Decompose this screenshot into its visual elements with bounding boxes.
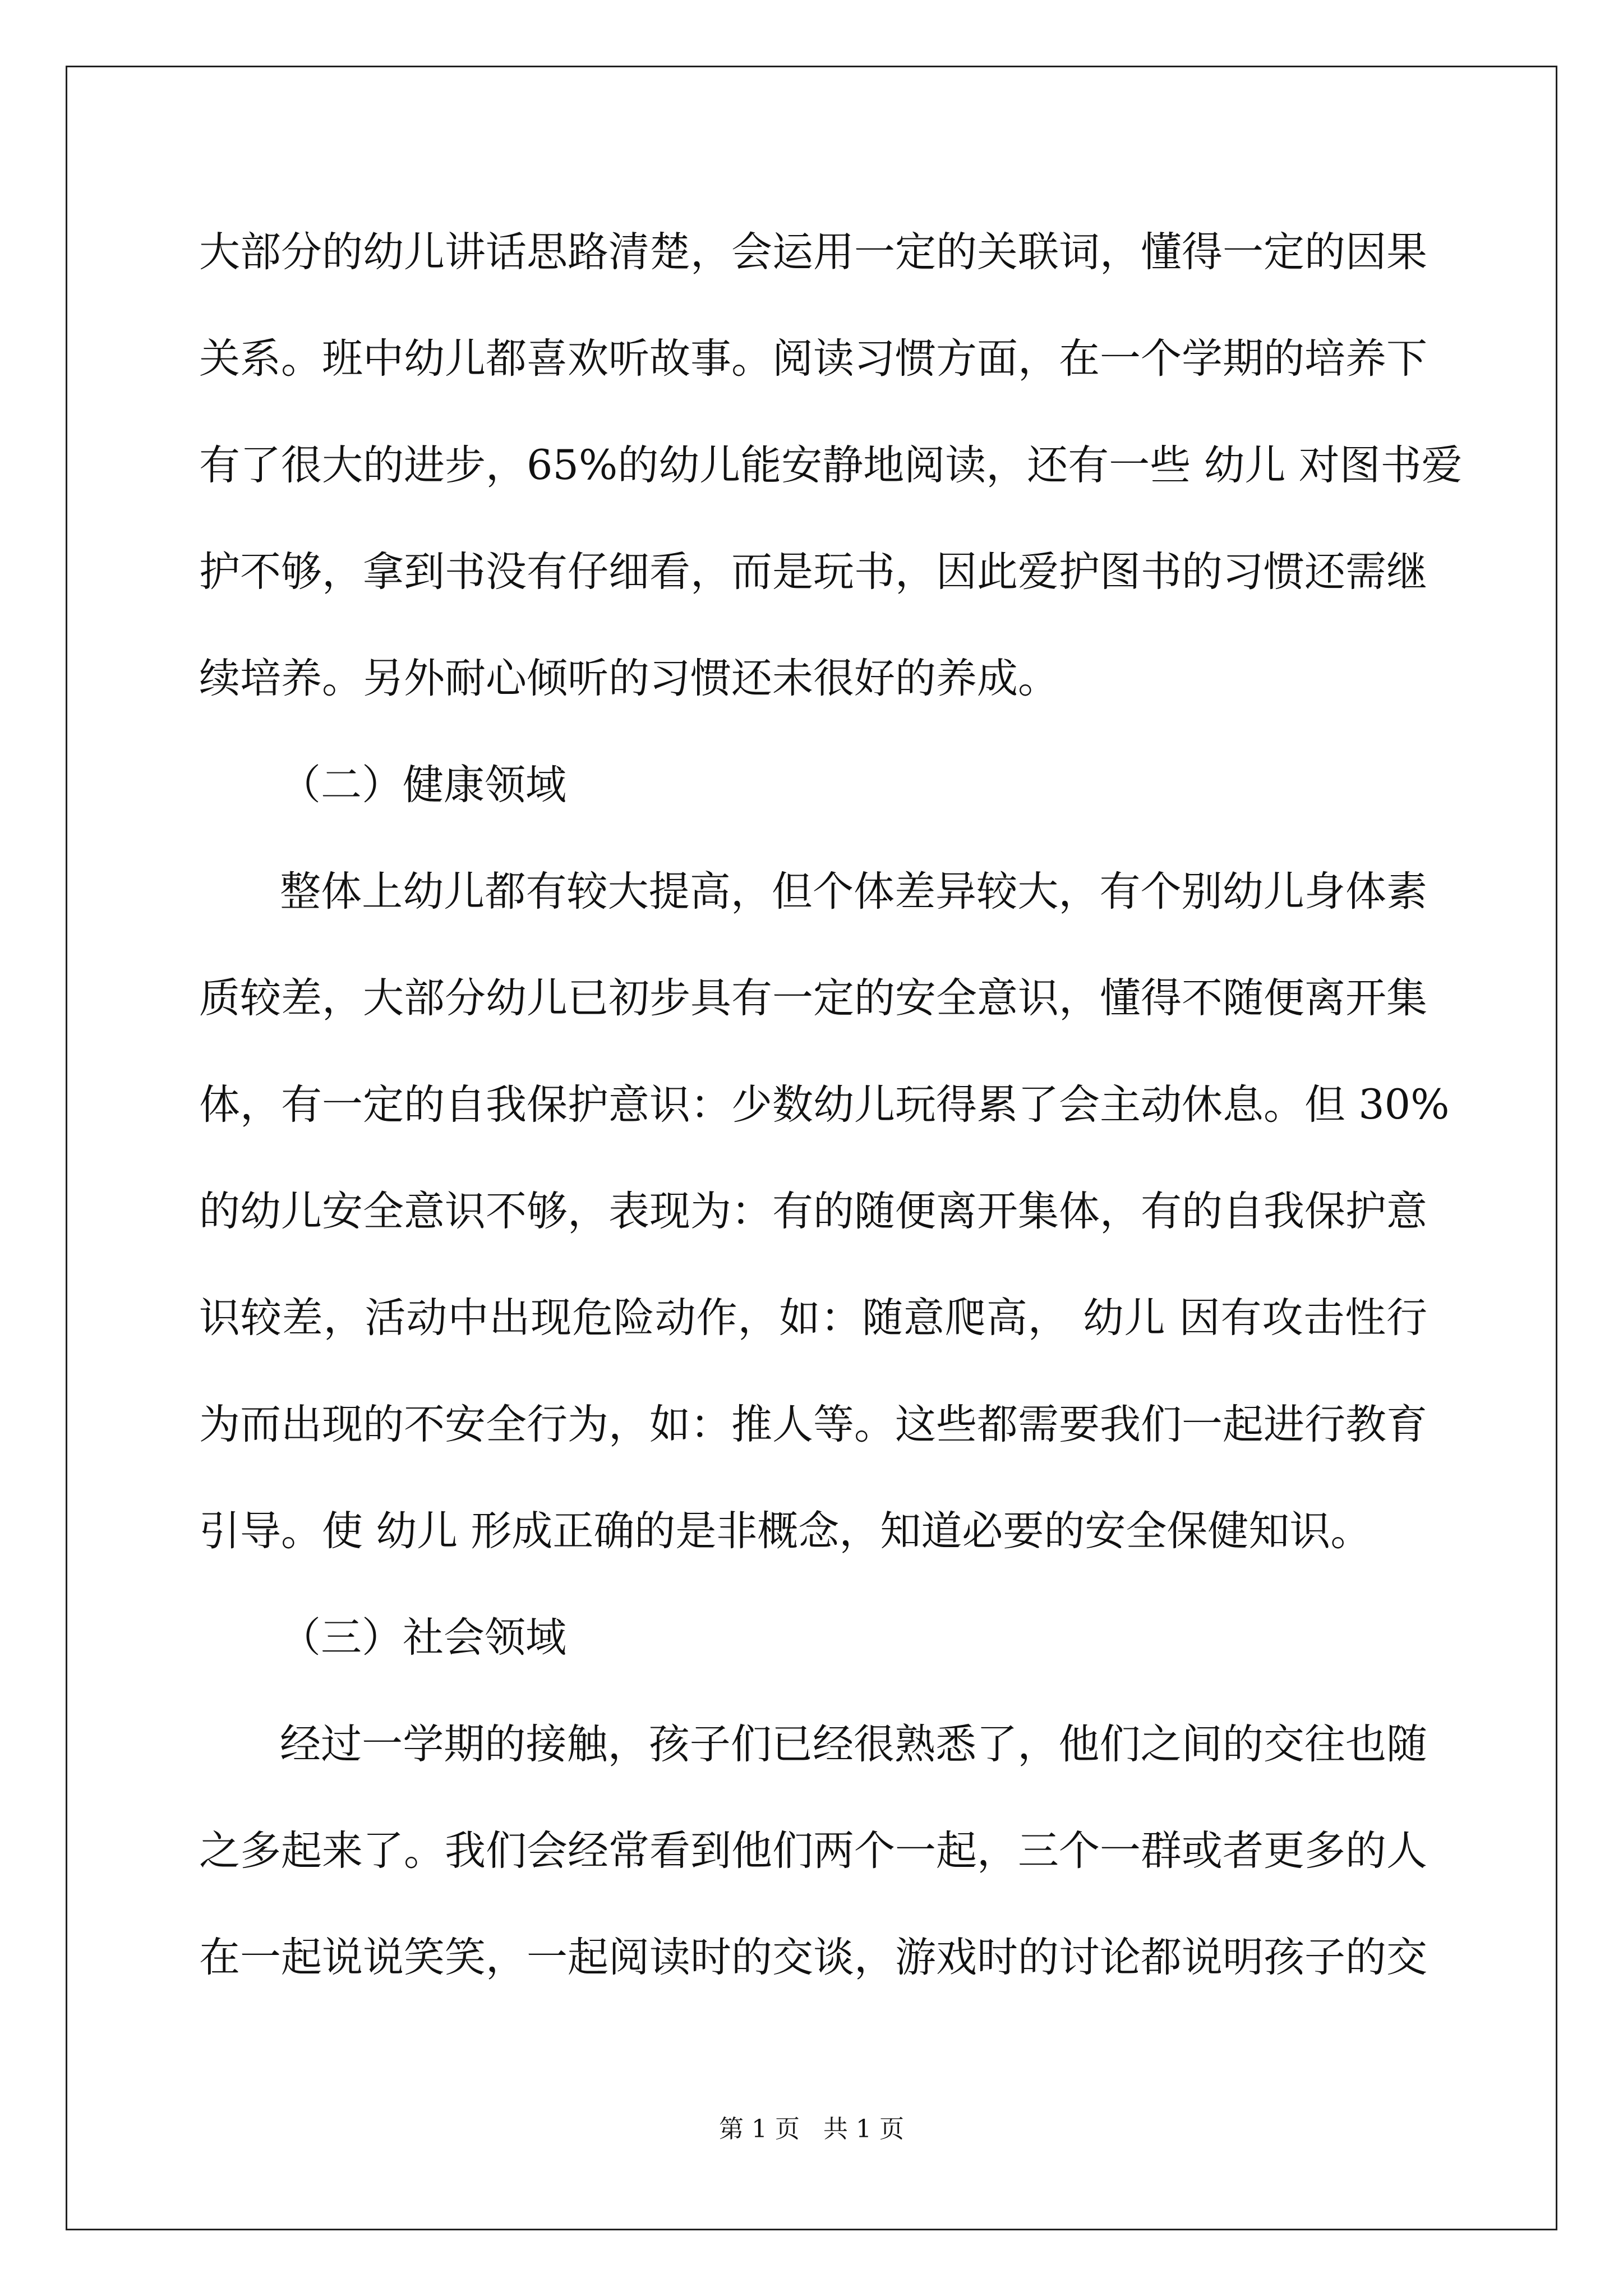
footer-spacer bbox=[800, 2115, 823, 2143]
section-heading-social: （三）社会领域 bbox=[280, 1614, 566, 1662]
section-heading-health: （二）健康领域 bbox=[280, 761, 566, 809]
paragraph-line: 为而出现的不安全行为，如：推人等。这些都需要我们一起进行教育 bbox=[199, 1401, 1427, 1448]
paragraph-line: 之多起来了。我们会经常看到他们两个一起，三个一群或者更多的人 bbox=[199, 1827, 1427, 1875]
paragraph-line: 关系。班中幼儿都喜欢听故事。阅读习惯方面，在一个学期的培养下 bbox=[199, 335, 1427, 383]
page-number: 第 1 页 bbox=[719, 2115, 800, 2143]
paragraph-line: 续培养。另外耐心倾听的习惯还未很好的养成。 bbox=[199, 655, 1059, 702]
paragraph-line: 护不够，拿到书没有仔细看，而是玩书，因此爱护图书的习惯还需继 bbox=[199, 548, 1427, 596]
page-total: 共 1 页 bbox=[823, 2115, 904, 2143]
paragraph-line: 经过一学期的接触，孩子们已经很熟悉了，他们之间的交往也随 bbox=[280, 1720, 1427, 1768]
paragraph-line: 质较差，大部分幼儿已初步具有一定的安全意识，懂得不随便离开集 bbox=[199, 974, 1427, 1022]
paragraph-line: 体，有一定的自我保护意识：少数幼儿玩得累了会主动休息。但 30% bbox=[199, 1081, 1450, 1129]
paragraph-line: 识较差，活动中出现危险动作，如：随意爬高， 幼儿 因有攻击性行 bbox=[199, 1294, 1427, 1342]
paragraph-line: 引导。使 幼儿 形成正确的是非概念，知道必要的安全保健知识。 bbox=[199, 1507, 1372, 1555]
paragraph-line: 大部分的幼儿讲话思路清楚，会运用一定的关联词，懂得一定的因果 bbox=[199, 228, 1427, 276]
paragraph-line: 的幼儿安全意识不够，表现为：有的随便离开集体，有的自我保护意 bbox=[199, 1188, 1427, 1235]
paragraph-line: 在一起说说笑笑，一起阅读时的交谈，游戏时的讨论都说明孩子的交 bbox=[199, 1934, 1427, 1981]
paragraph-line: 有了很大的进步，65%的幼儿能安静地阅读，还有一些 幼儿 对图书爱 bbox=[199, 441, 1463, 489]
page-footer bbox=[0, 2114, 1623, 2145]
page-border bbox=[66, 66, 1557, 2230]
paragraph-line: 整体上幼儿都有较大提高，但个体差异较大，有个别幼儿身体素 bbox=[280, 868, 1427, 915]
